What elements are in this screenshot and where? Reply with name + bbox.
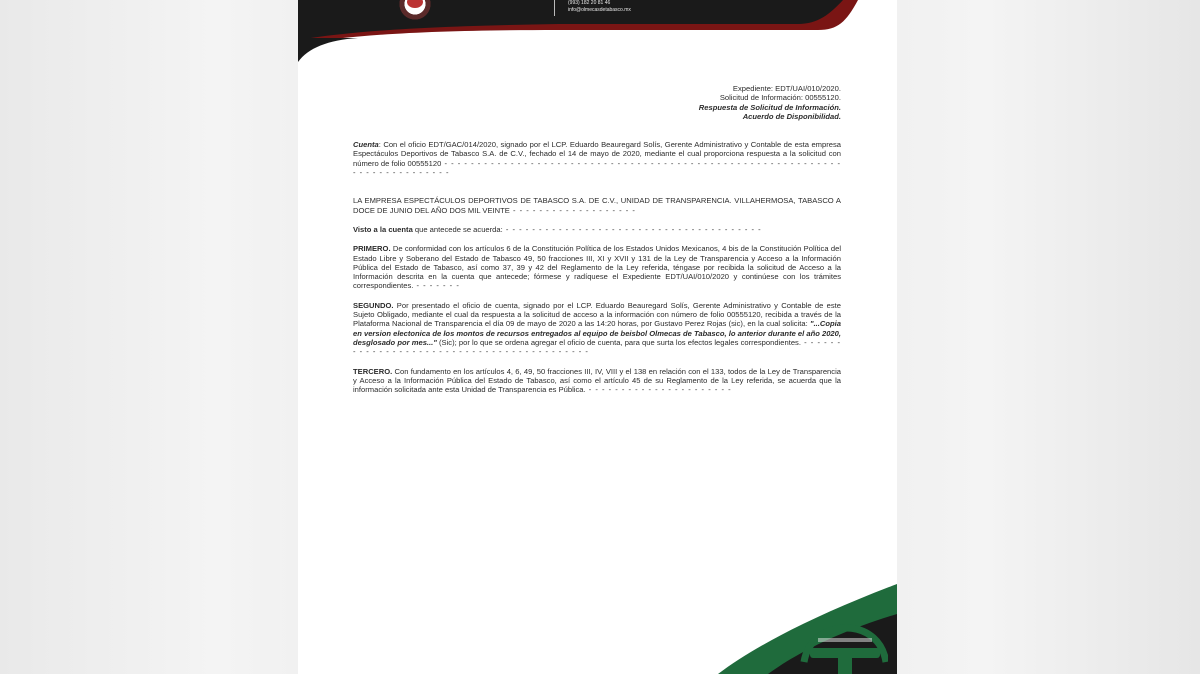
doc-title-line2: Acuerdo de Disponibilidad. [742, 111, 841, 121]
cuenta-dots: - - - - - - - - - - - - - - - - - - - - - - - - - - - - - - - - - - - - - - - - - - - - - - - - - - - - - - - - - - - - - - - - - - - - - - - - - - - [353, 158, 841, 178]
expediente: Expediente: EDT/UAI/010/2020. [732, 84, 841, 93]
vista-label: Visto a la cuenta [353, 224, 413, 234]
document-page [298, 0, 897, 674]
vista-dots: - - - - - - - - - - - - - - - - - - - - - - - - - - - - - - - - - - - - - - - [502, 224, 762, 234]
olmecas-t-logo-icon [798, 622, 888, 674]
document-reference [353, 84, 841, 121]
vista-text: que antecede se acuerda: [412, 224, 503, 234]
tercero-label: TERCERO. [353, 366, 393, 376]
segundo-text-2: (Sic); por lo que se ordena agregar el oficio de cuenta, para que surta los efectos legales correspondientes. [436, 337, 801, 347]
primero-label: PRIMERO. [353, 244, 391, 254]
primero-text: De conformidad con los artículos 6 de la Constitución Política de los Estados Unidos Mexicanos, 4 bis de la Constitución Política del Estado Libre y Soberano del Estado de Tabasco 49, 50 fracciones III, XI y XVII y 131 de la Ley de Transparencia y Acceso a la Información Pública del Estado de Tabasco, así como 37, 39 y 42 del Reglamento de la Ley referida, téngase por recibida la solicitud de Acceso a la Información descrita en la cuenta que antecede; fórmese y radíquese el Expediente EDT/UAI/010/2020 y continúese con los trámites correspondientes. [353, 244, 841, 291]
cuenta-label: Cuenta [353, 140, 379, 150]
paragraph-segundo [353, 301, 841, 357]
segundo-label: SEGUNDO. [353, 300, 394, 310]
tercero-text: Con fundamento en los artículos 4, 6, 49, 50 fracciones III, IV, VIII y el 138 en relación con el 133, todos de la Ley de Transparencia y Acceso a la Información Pública del Estado de Tabasco, así como el artículo 45 de su Reglamento de la Ley referida, se acuerda que la información solicitada ante esta Unidad de Transparencia es Pública. [353, 366, 841, 395]
empresa-dots: - - - - - - - - - - - - - - - - - - - [509, 205, 636, 215]
tercero-dots: - - - - - - - - - - - - - - - - - - - - - - [585, 385, 732, 395]
segundo-quote: "...Copia en version electonica de los montos de recursos entregados al equipo de beisbol Olmecas de Tabasco, lo anterior durante el año 2020, desglosado por mes..." [353, 319, 841, 347]
paragraph-primero [353, 244, 841, 290]
contact-phone: (993) 182 20 81 46 [568, 0, 611, 6]
empresa-text: LA EMPRESA ESPECTÁCULOS DEPORTIVOS DE TABASCO S.A. DE C.V., UNIDAD DE TRANSPARENCIA. VILLAHERMOSA, TABASCO A DOCE DE JUNIO DEL AÑO DOS MIL VEINTE [353, 196, 841, 215]
segundo-text-1: Por presentado el oficio de cuenta, signado por el LCP. Eduardo Beauregard Solís, Gerente Administrativo y Contable de este Sujeto Obligado, mediante el cual da respuesta a la solicitud de acceso a la información con número de folio 00555120, recibida a través de la Plataforma Nacional de Transparencia el día 09 de mayo de 2020 a las 14:20 horas, por Gustavo Perez Rojas (sic), en la cual solicita: [353, 300, 841, 329]
paragraph-empresa [353, 196, 841, 215]
primero-dots: - - - - - - - [413, 281, 460, 291]
solicitud: Solicitud de Información: 00555120. [719, 93, 841, 103]
paragraph-vista [353, 225, 841, 234]
segundo-dots: - - - - - - - - - - - - - - - - - - - - - - - - - - - - - - - - - - - - - - - - - - [353, 337, 841, 357]
paragraph-tercero [353, 367, 841, 395]
cuenta-text: : Con el oficio EDT/GAC/014/2020, signado por el LCP. Eduardo Beauregard Solís, Gerente Administrativo y Contable de esta empresa Espectáculos Deportivos de Tabasco S.A. de C.V., fechado el 14 de mayo de 2020, mediante el cual proporciona respuesta a la solicitud con número de folio 00555120 [353, 140, 841, 168]
paragraph-cuenta [353, 140, 841, 177]
doc-title-line1: Respuesta de Solicitud de Información. [698, 102, 841, 112]
contact-email: info@olmecasdetabasco.mx [568, 7, 631, 13]
header-divider [554, 0, 555, 16]
header-contact [568, 0, 688, 14]
document-body [353, 84, 841, 394]
